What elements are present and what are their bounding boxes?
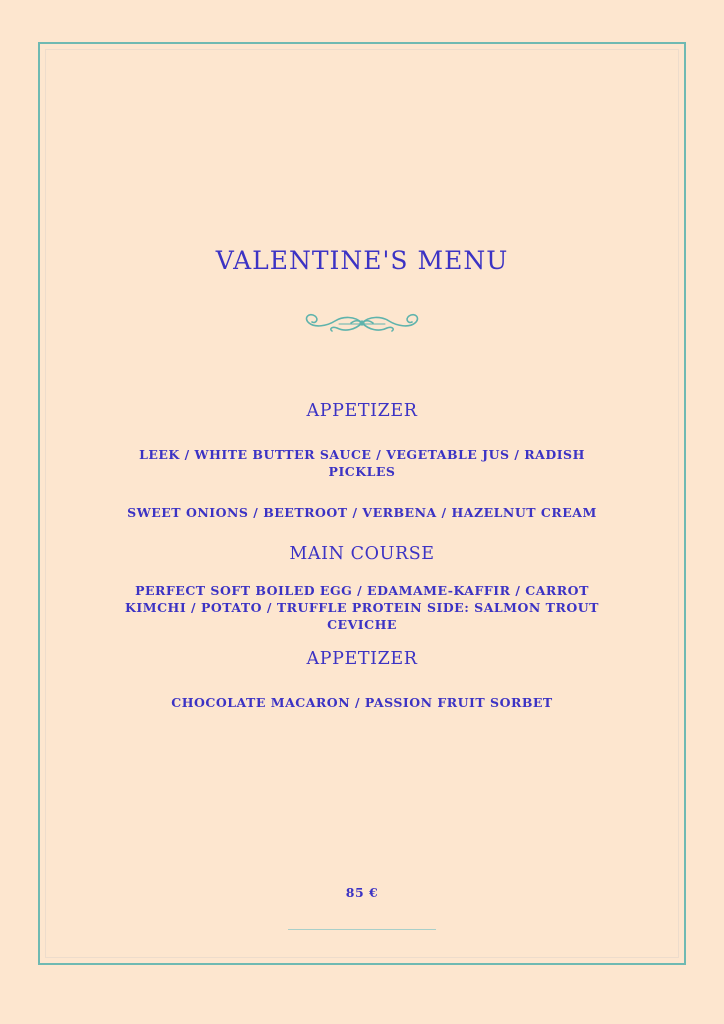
dish-text: CHOCOLATE MACARON / PASSION FRUIT SORBET xyxy=(171,695,553,710)
section-heading: APPETIZER xyxy=(306,401,418,421)
section-main-course xyxy=(122,542,602,566)
dish-item xyxy=(132,446,592,480)
menu-title: VALENTINE'S MENU xyxy=(215,246,509,275)
dish-item xyxy=(122,694,602,711)
dish-item xyxy=(122,504,602,521)
dish-item xyxy=(124,582,600,633)
menu-price: 85 € xyxy=(345,885,379,900)
section-heading: APPETIZER xyxy=(306,649,418,669)
section-appetizer xyxy=(122,399,602,423)
dish-text: SWEET ONIONS / BEETROOT / VERBENA / HAZELNUT CREAM xyxy=(127,505,597,520)
section-appetizer-2 xyxy=(122,647,602,671)
dish-text: PERFECT SOFT BOILED EGG / EDAMAME-KAFFIR / CARROT KIMCHI / POTATO / TRUFFLE PROTEIN SIDE: SALMON TROUT CEVICHE xyxy=(125,583,599,632)
section-heading: MAIN COURSE xyxy=(289,544,435,564)
dish-text: LEEK / WHITE BUTTER SAUCE / VEGETABLE JUS / RADISH PICKLES xyxy=(139,447,585,479)
flourish-divider-icon xyxy=(299,308,425,338)
bottom-divider xyxy=(288,929,436,930)
